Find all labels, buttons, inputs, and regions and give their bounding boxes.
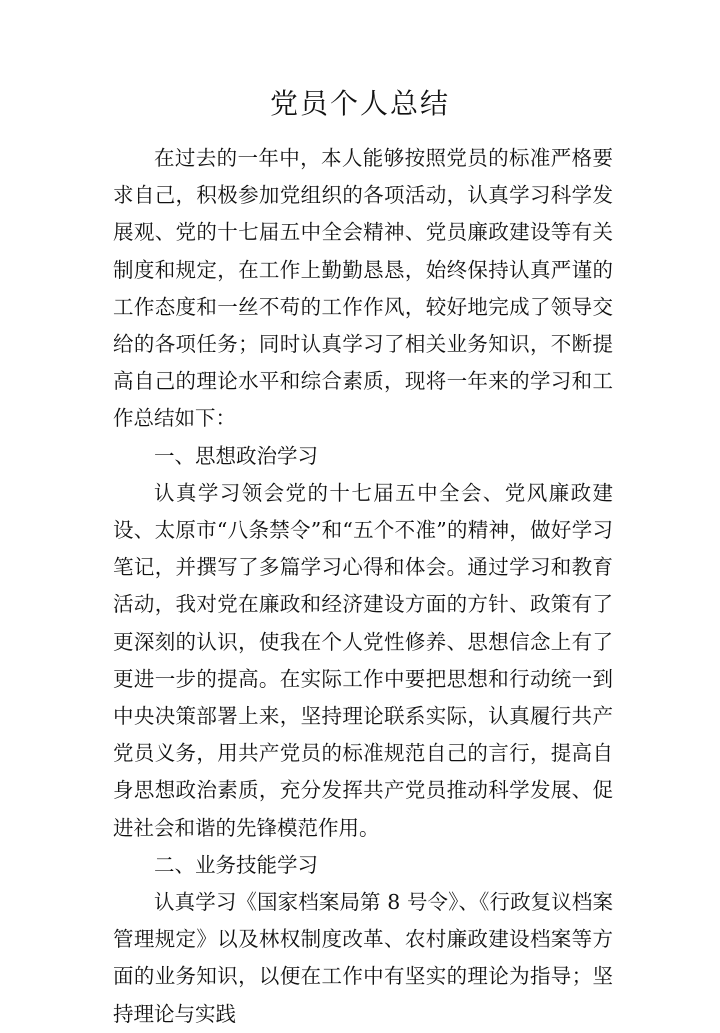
skill-study-paragraph: 认真学习《国家档案局第 8 号令》、《行政复议档案管理规定》以及林权制度改革、农村廉政建设档案等方面的业务知识，以便在工作中有坚实的理论为指导；坚持理论与实践 (113, 890, 613, 1026)
political-study-paragraph: 认真学习领会党的十七届五中全会、党风廉政建设、太原市“八条禁令”和“五个不准”的精神，做好学习笔记，并撰写了多篇学习心得和体会。通过学习和教育活动，我对党在廉政和经济建设方面的方针、政策有了更深刻的认识，使我在个人党性修养、思想信念上有了更进一步的提高。在实际工作中要把思想和行动统一到中央决策部署上来，坚持理论联系实际，认真履行共产党员义务，用共产党员的标准规范自己的言行，提高自身思想政治素质，充分发挥共产党员推动科学发展、促进社会和谐的先锋模范作用。 (113, 480, 613, 840)
section-heading-political-study: 一、思想政治学习 (154, 443, 318, 468)
document-title: 党员个人总结 (269, 87, 450, 120)
document-body (113, 140, 613, 1033)
section-heading-skill-study: 二、业务技能学习 (154, 852, 318, 877)
intro-paragraph: 在过去的一年中，本人能够按照党员的标准严格要求自己，积极参加党组织的各项活动，认真学习科学发展观、党的十七届五中全会精神、党员廉政建设等有关制度和规定，在工作上勤勤恳恳，始终保持认真严谨的工作态度和一丝不苟的工作作风，较好地完成了领导交给的各项任务；同时认真学习了相关业务知识，不断提高自己的理论水平和综合素质，现将一年来的学习和工作总结如下： (113, 146, 613, 431)
